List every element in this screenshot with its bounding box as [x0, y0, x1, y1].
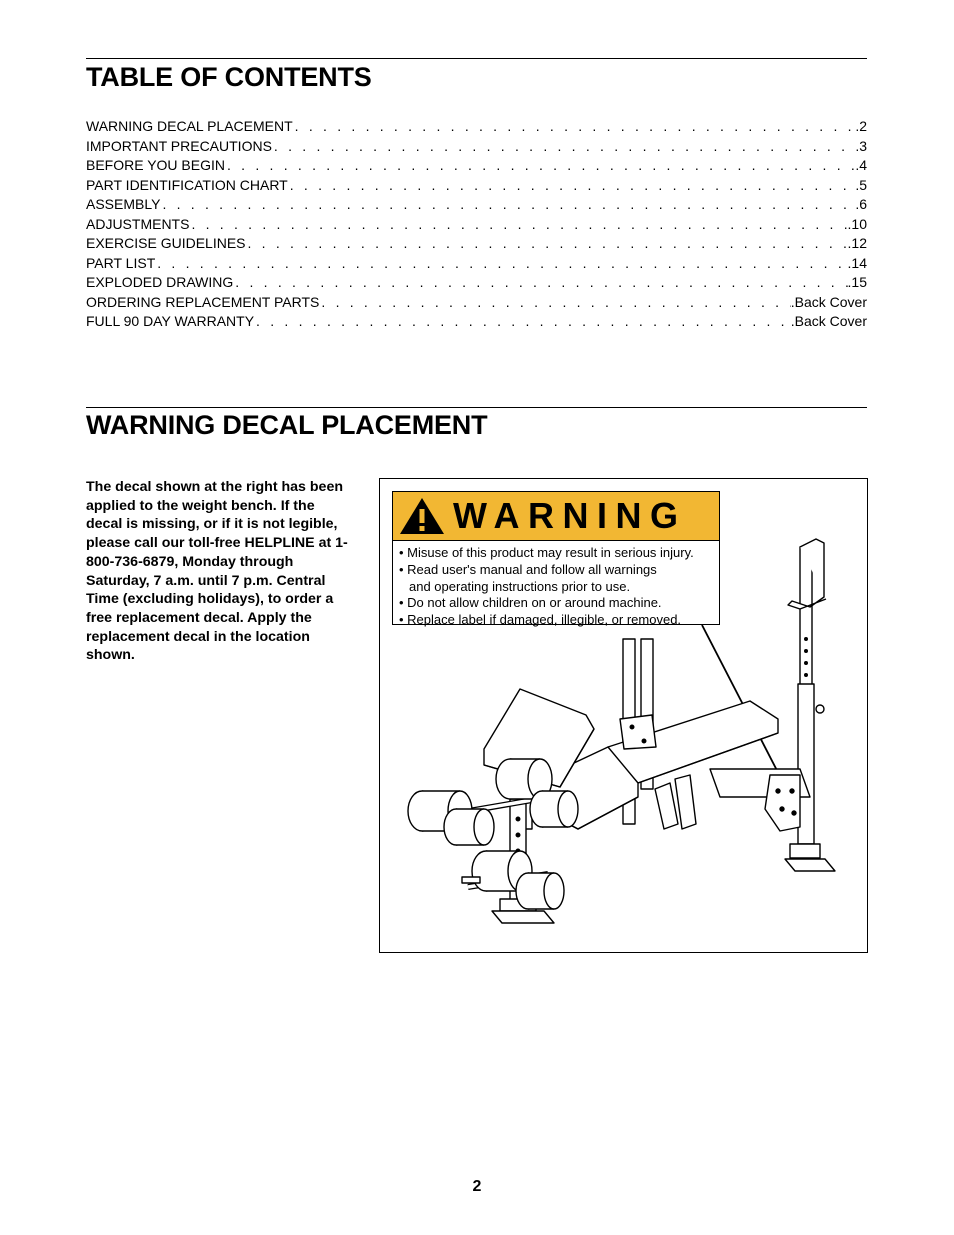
top-rule [86, 58, 867, 59]
warning-line: and operating instructions prior to use. [409, 578, 631, 594]
dot-leader [293, 118, 856, 134]
decal-instructions: The decal shown at the right has been applied to the weight bench. If the decal is missing, or if it is not legible, please call our toll-free HELPLINE at 1-800-736-6879, Monday through Saturday, 7 a.m. until 7 p.m. Central Time (excluding holidays), to order a free replacement decal. Apply the replacement decal in the location shown. [86, 479, 348, 664]
warning-line: • Do not allow children on or around machine. [399, 595, 662, 611]
warning-decal-text [393, 541, 719, 629]
dot-leader [319, 294, 790, 310]
toc-entry[interactable]: PART LIST . . . .14 [86, 255, 867, 275]
dot-leader [288, 177, 856, 193]
dot-leader [272, 138, 855, 154]
warning-line: • Misuse of this product may result in serious injury. [399, 545, 694, 560]
dot-leader [189, 216, 847, 232]
section-title: WARNING DECAL PLACEMENT [86, 410, 488, 440]
page-number: 2 [472, 1178, 482, 1195]
dot-leader [254, 313, 791, 329]
dot-leader [233, 274, 847, 290]
bench-illustration-frame [379, 478, 868, 953]
dot-leader [160, 196, 855, 212]
toc-entry[interactable]: WARNING DECAL PLACEMENT . . . .2 [86, 118, 867, 138]
toc-entry[interactable]: PART IDENTIFICATION CHART . . . .5 [86, 177, 867, 197]
toc-entry[interactable]: BEFORE YOU BEGIN . . . .4 [86, 157, 867, 177]
toc-title: TABLE OF CONTENTS [86, 62, 372, 92]
warning-line: • Read user's manual and follow all warnings [399, 561, 657, 577]
toc-entry[interactable]: ADJUSTMENTS . . . .10 [86, 216, 867, 236]
dot-leader [246, 235, 848, 251]
warning-line: • Replace label if damaged, illegible, or removed. [399, 612, 682, 628]
table-of-contents [86, 118, 867, 333]
warning-decal [392, 491, 720, 628]
toc-entry[interactable]: EXERCISE GUIDELINES . . . .12 [86, 235, 867, 255]
toc-entry[interactable]: ASSEMBLY . . . .6 [86, 196, 867, 216]
toc-entry[interactable]: EXPLODED DRAWING . . . .15 [86, 274, 867, 294]
warning-triangle-icon [399, 497, 445, 535]
warning-decal-heading: WARNING [453, 495, 687, 536]
dot-leader [155, 255, 847, 271]
warning-decal-header [393, 492, 719, 541]
section-rule [86, 407, 867, 408]
dot-leader [225, 157, 855, 173]
toc-entry[interactable]: IMPORTANT PRECAUTIONS . . . .3 [86, 138, 867, 158]
toc-entry[interactable]: ORDERING REPLACEMENT PARTS . . . .Back Cover [86, 294, 867, 314]
toc-entry[interactable]: FULL 90 DAY WARRANTY . . . .Back Cover [86, 313, 867, 333]
